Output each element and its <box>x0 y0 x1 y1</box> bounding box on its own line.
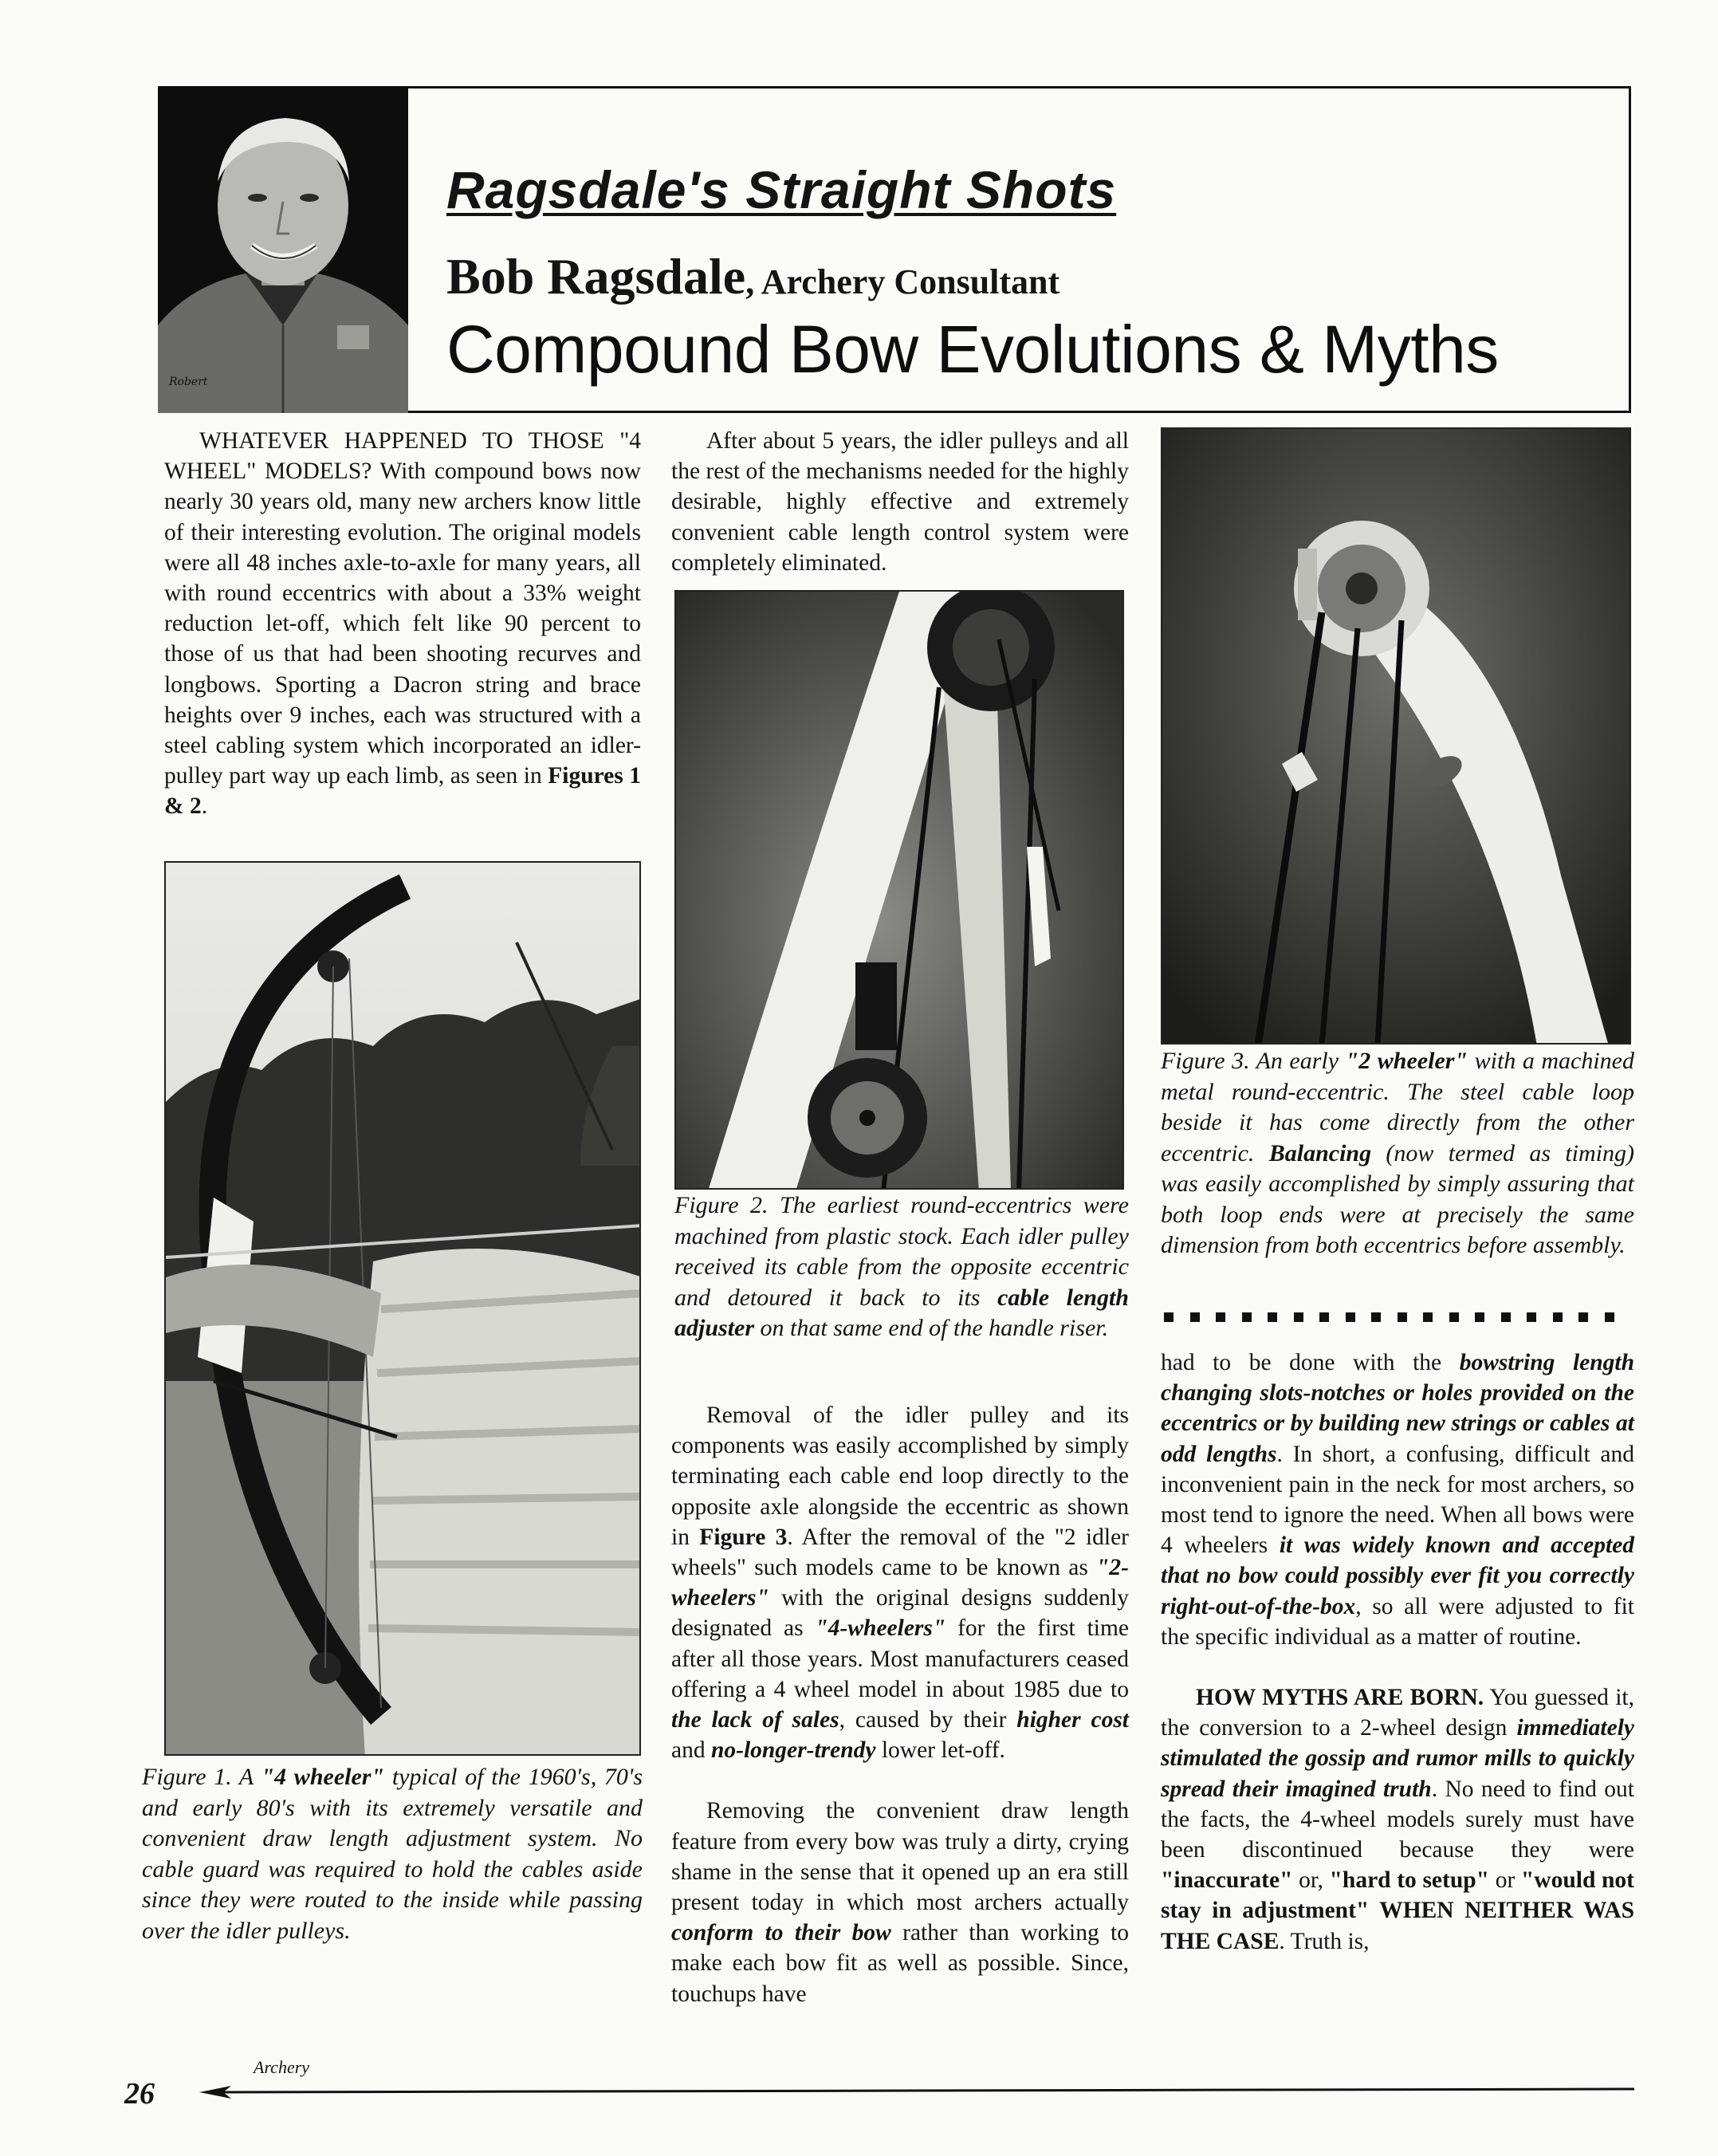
author-name: Bob Ragsdale <box>446 248 746 305</box>
footer-arrow-line <box>199 2084 1634 2100</box>
body-text: . After the removal of the "2 idler wheels" such models came to be known as <box>671 1524 1129 1581</box>
emphasis: immediately stimulated the gossip and rumor mills to quickly spread their imagined truth <box>1161 1715 1634 1802</box>
caption-text: An early <box>1249 1048 1346 1074</box>
paragraph <box>1161 1682 1634 1957</box>
column-2-continued <box>671 1400 1129 2009</box>
emphasis: no-longer-trendy <box>710 1737 876 1764</box>
body-text: . Truth is, <box>1279 1928 1370 1954</box>
body-text: , so all were adjusted to fit the specific individual as a matter of routine. <box>1161 1593 1634 1650</box>
body-text: You guessed it, the conversion to a 2-wheel design <box>1161 1685 1634 1741</box>
quote: "inaccurate" <box>1161 1867 1293 1894</box>
lead-in: WHATEVER HAPPENED TO THOSE "4 WHEEL" MODELS? <box>164 428 641 485</box>
body-text: for the first time after all those years. Most manufacturers ceased offering a 4 wheel model in about 1985 due to <box>671 1615 1129 1702</box>
body-text: with the original designs suddenly designated as <box>671 1585 1129 1642</box>
caption-text: A <box>231 1764 261 1790</box>
caption-emphasis: Balancing <box>1268 1139 1372 1167</box>
column-3 <box>1161 1348 1634 1957</box>
author-portrait <box>158 86 408 413</box>
caption-text: The earliest round-eccentrics were machined from plastic stock. Each idler pulley received its cable from the opposite eccentric and detoured it back to its <box>674 1192 1129 1311</box>
figure-2-photo <box>674 590 1124 1190</box>
paragraph <box>671 1796 1129 2008</box>
paragraph: After about 5 years, the idler pulleys and all the rest of the mechanisms needed for the highly desirable, highly effective and extremely convenient cable length control system were completely eliminated. <box>671 428 1129 576</box>
body-text: rather than working to make each bow fit as well as possible. Since, touchups have <box>671 1920 1129 2007</box>
emphasis: conform to their bow <box>671 1920 891 1946</box>
body-text: . In short, a confusing, difficult and inconvenient pain in the neck for most archers, so most tend to ignore the need. When all bows were 4 wheelers <box>1161 1441 1634 1559</box>
quote: "hard to setup" <box>1329 1867 1490 1894</box>
caption-text: (now termed as timing) was easily accomplished by simply assuring that both loop ends were at precisely the same dimension from both eccentrics before assembly. <box>1161 1139 1634 1258</box>
emphasis: it was widely known and accepted that no bow could possibly ever fit you correctly right-out-of-the-box <box>1161 1532 1634 1619</box>
column-1 <box>164 426 641 822</box>
caption-label: Figure 3. <box>1161 1048 1250 1074</box>
figure-1-caption <box>142 1762 643 1946</box>
body-text: or, <box>1292 1867 1330 1894</box>
body-text: and <box>671 1737 711 1764</box>
paragraph <box>1161 1348 1634 1652</box>
body-text: Removal of the idler pulley and its components was easily accomplished by simply terminating each cable end loop directly to the opposite axle alongside the eccentric as shown in <box>671 1403 1129 1550</box>
portrait-signature: Robert <box>169 376 208 388</box>
figure-ref: Figures 1 & 2 <box>164 763 641 820</box>
magazine-name: Archery <box>254 2057 310 2077</box>
figure-3-caption <box>1161 1046 1634 1261</box>
body-text: lower let-off. <box>875 1737 1005 1764</box>
caption-text: with a machined metal round-eccentric. The steel cable loop beside it has come directly from the other eccentric. <box>1161 1048 1634 1167</box>
emphasis: higher cost <box>1016 1707 1129 1733</box>
body-text: . <box>201 793 208 820</box>
dotted-separator <box>1164 1312 1633 1324</box>
article-title: Compound Bow Evolutions & Myths <box>446 312 1499 387</box>
byline <box>446 247 1059 306</box>
emphasis: "4-wheelers" <box>815 1615 946 1642</box>
figure-1-photo <box>164 861 641 1756</box>
body-text: or <box>1489 1867 1521 1894</box>
body-text: With compound bows now nearly 30 years old, many new archers know little of their interesting evolution. The original models were all 48 inches axle-to-axle for many years, all with round eccentrics with about a 33% weight reduction let-off, which felt like 90 percent to those of us that had been shooting recurves and longbows. Sporting a Dacron string and brace heights over 9 inches, each was structured with a steel cabling system which incorporated an idler-pulley part way up each limb, as seen in <box>164 458 641 789</box>
body-text: had to be done with the <box>1161 1350 1460 1375</box>
quote: "would not stay in adjustment" WHEN NEITHER WAS THE CASE <box>1161 1867 1634 1954</box>
emphasis: bowstring length changing slots-notches or holes provided on the eccentrics or by building new strings or cables at odd lengths <box>1161 1350 1634 1467</box>
column-2 <box>671 426 1129 578</box>
caption-emphasis: "2 wheeler" <box>1345 1048 1468 1074</box>
author-role: , Archery Consultant <box>745 262 1060 301</box>
paragraph <box>164 426 641 822</box>
caption-text: on that same end of the handle riser. <box>754 1315 1109 1341</box>
body-text: Removing the convenient draw length feature from every bow was truly a dirty, crying shame in the sense that it opened up an era still present today in which most archers actually <box>671 1798 1129 1916</box>
page-number: 26 <box>124 2077 155 2111</box>
emphasis: "2-wheelers" <box>671 1555 1129 1611</box>
lead-in: HOW MYTHS ARE BORN. <box>1196 1685 1484 1711</box>
caption-text: typical of the 1960's, 70's and early 80's with its extremely versatile and convenient draw length adjustment system. No cable guard was required to hold the cables aside since they were routed to the inside while passing over the idler pulleys. <box>142 1764 643 1944</box>
emphasis: the lack of sales <box>671 1707 839 1733</box>
caption-emphasis: "4 wheeler" <box>261 1764 385 1790</box>
body-text: . No need to find out the facts, the 4-wheel models surely must have been discontinued because they were <box>1161 1776 1635 1863</box>
figure-ref: Figure 3 <box>699 1524 788 1550</box>
caption-emphasis: cable length adjuster <box>674 1284 1129 1341</box>
column-title: Ragsdale's Straight Shots <box>446 160 1117 219</box>
figure-3-photo <box>1161 427 1631 1045</box>
caption-label: Figure 2. <box>674 1192 769 1218</box>
paragraph <box>671 1400 1129 1765</box>
caption-label: Figure 1. <box>142 1764 232 1790</box>
body-text: , caused by their <box>839 1707 1017 1733</box>
figure-2-caption <box>674 1190 1129 1344</box>
